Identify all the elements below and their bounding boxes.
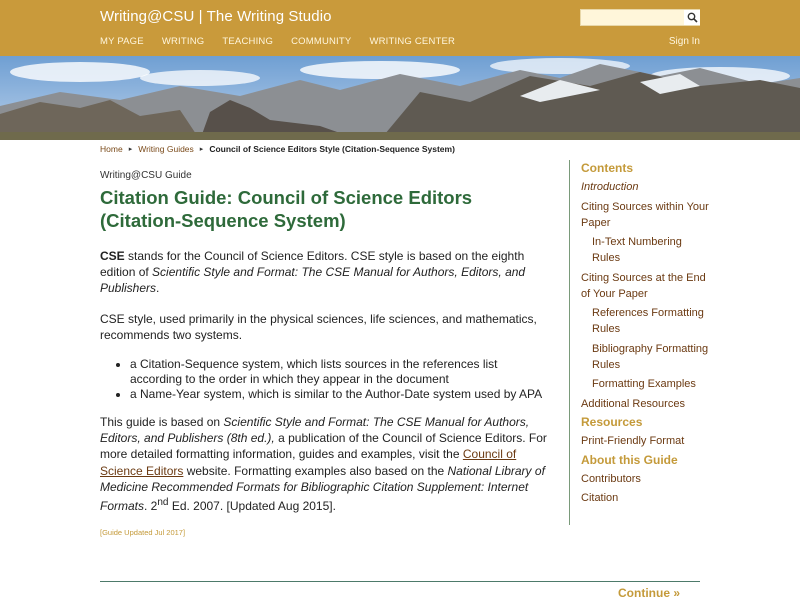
- mountain-banner-image: [0, 56, 800, 140]
- source-paragraph: [100, 414, 550, 514]
- breadcrumb-writing-guides[interactable]: Writing Guides: [138, 144, 194, 154]
- sidebar-toc: [569, 160, 709, 525]
- mountain-banner: [0, 56, 800, 140]
- search-input[interactable]: [580, 9, 700, 26]
- bottom-divider: [100, 581, 700, 582]
- breadcrumb-current: Council of Science Editors Style (Citation-Sequence System): [209, 144, 455, 154]
- source-text: . 2: [144, 499, 158, 514]
- site-header: [0, 0, 800, 56]
- manual-title: Scientific Style and Format: The CSE Manual for Authors, Editors, and Publishers: [100, 265, 526, 296]
- search-button[interactable]: [684, 10, 700, 25]
- nav-community[interactable]: COMMUNITY: [291, 36, 352, 47]
- continue-link[interactable]: Continue »: [618, 586, 680, 600]
- edition-superscript: nd: [157, 497, 169, 509]
- nlm-title: National Library of Medicine Recommended Formats for Bibliographic Citation Supplement: Internet Formats: [100, 463, 545, 514]
- sidebar-item-contents[interactable]: Additional Resources: [581, 397, 685, 410]
- cse-bold: CSE: [100, 249, 125, 263]
- resources-heading: Resources: [581, 415, 643, 429]
- sidebar-item-print-friendly[interactable]: Print-Friendly Format: [581, 435, 685, 447]
- guide-updated-note: [Guide Updated Jul 2017]: [100, 528, 186, 538]
- source-manual-title: Scientific Style and Format: The CSE Manual for Authors, Editors, and Publishers (8th ed.),: [100, 415, 530, 446]
- contents-list: [581, 179, 709, 412]
- sidebar-item-contents[interactable]: In-Text Numbering Rules: [592, 236, 682, 264]
- breadcrumb: [100, 144, 455, 154]
- systems-paragraph: CSE style, used primarily in the physical sciences, life sciences, and mathematics, recommends two systems.: [100, 311, 537, 342]
- search-icon: [687, 12, 698, 23]
- sidebar-item-contributors[interactable]: Contributors: [581, 472, 641, 485]
- sidebar-item-contents[interactable]: Formatting Examples: [592, 378, 696, 390]
- systems-list: [130, 357, 550, 402]
- sidebar-item-contents[interactable]: Introduction: [581, 181, 639, 193]
- page-title: Citation Guide: Council of Science Editors (Citation-Sequence System): [100, 187, 473, 231]
- breadcrumb-home[interactable]: Home: [100, 144, 123, 154]
- breadcrumb-arrow-icon: ▸: [128, 146, 133, 153]
- source-text: website. Formatting examples also based on the: [183, 463, 448, 478]
- list-item: • a Name-Year system, which is similar to the Author-Date system used by APA: [130, 387, 550, 402]
- main-nav: [100, 36, 473, 47]
- sidebar-item-contents[interactable]: Citing Sources at the End of Your Paper: [581, 271, 706, 300]
- sidebar-item-contents[interactable]: Bibliography Formatting Rules: [592, 342, 709, 371]
- about-heading: About this Guide: [581, 452, 678, 467]
- intro-end: .: [156, 281, 160, 296]
- breadcrumb-arrow-icon: ▸: [199, 146, 204, 153]
- intro-paragraph: [100, 248, 550, 297]
- source-text: This guide is based on: [100, 415, 224, 430]
- nav-my-page[interactable]: MY PAGE: [100, 36, 144, 47]
- sidebar-item-contents[interactable]: References Formatting Rules: [592, 307, 704, 335]
- sign-in-link[interactable]: Sign In: [668, 36, 700, 47]
- guide-label: Writing@CSU Guide: [100, 170, 192, 181]
- main-content: [100, 170, 550, 537]
- site-title[interactable]: Writing@CSU | The Writing Studio: [100, 8, 332, 25]
- sidebar-item-citation[interactable]: Citation: [581, 492, 619, 504]
- contents-heading: Contents: [581, 161, 633, 175]
- source-text: a publication of the Council of Science Editors. For more detailed formatting information, guides and examples, visit the: [100, 431, 547, 462]
- source-text: Ed. 2007. [Updated Aug 2015].: [168, 499, 336, 514]
- cse-website-link[interactable]: Council of Science Editors: [100, 447, 517, 478]
- list-item: • a Citation-Sequence system, which lists sources in the references list according to the order in which they appear in the document: [130, 357, 550, 387]
- sidebar-item-contents[interactable]: Citing Sources within Your Paper: [581, 200, 709, 229]
- nav-writing-center[interactable]: WRITING CENTER: [369, 36, 456, 47]
- nav-teaching[interactable]: TEACHING: [222, 36, 274, 47]
- nav-writing[interactable]: WRITING: [161, 36, 205, 47]
- intro-text: stands for the Council of Science Editors. CSE style is based on the eighth edition of: [100, 249, 525, 280]
